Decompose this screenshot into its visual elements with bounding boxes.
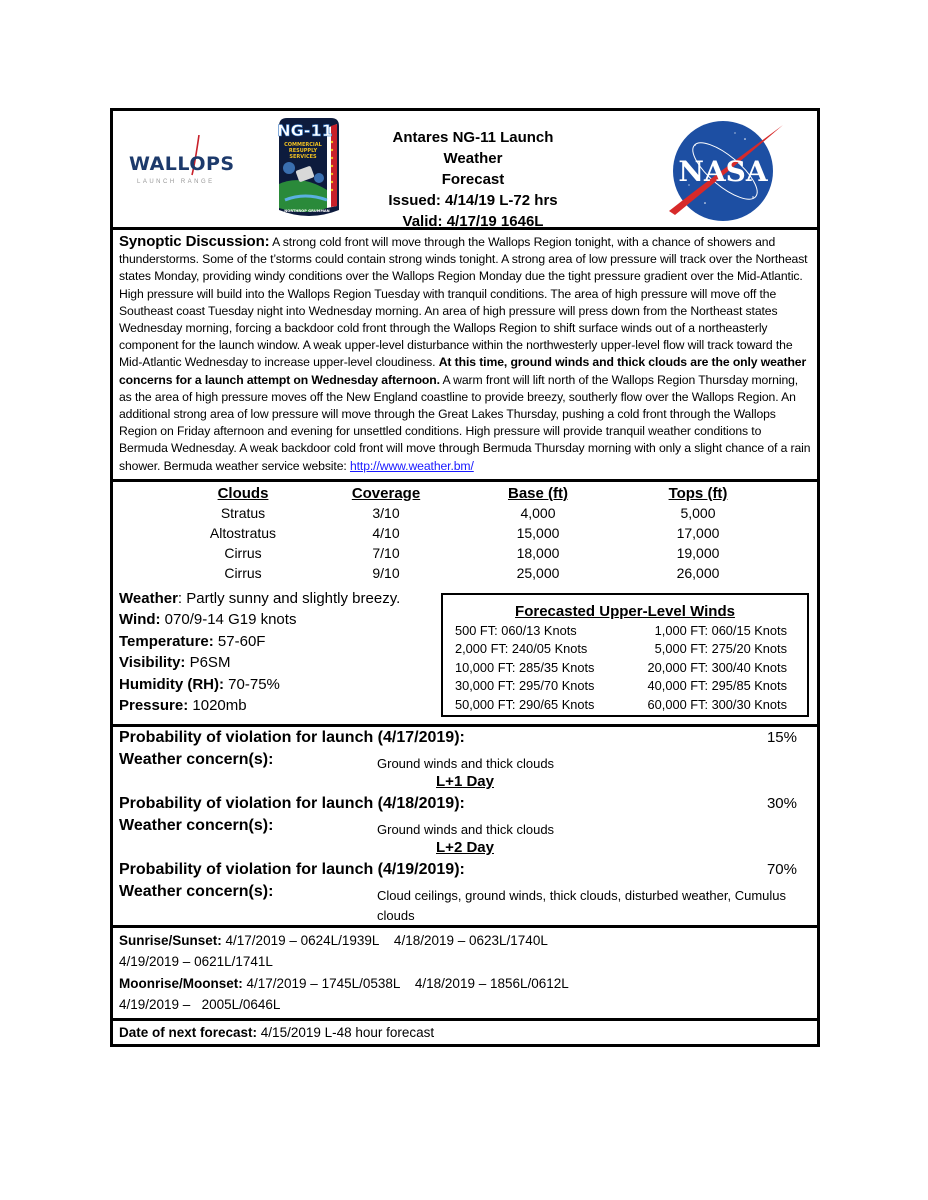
synoptic-discussion [113,230,817,482]
moonrise-moonset-line-2: 4/19/2019 – 2005L/0646L [119,997,281,1013]
table-row [113,505,817,525]
visibility-value: P6SM [185,654,231,672]
wind-level-right: 5,000 FT: 275/20 Knots [654,641,787,657]
issued-date: Issued: 4/14/19 L-72 hrs [388,192,558,209]
list-item [443,623,807,642]
probability-value: 30% [766,794,797,812]
table-row [113,565,817,585]
mission-patch-icon [271,114,347,222]
probability-value: 15% [766,728,797,746]
temperature-row [119,631,400,653]
cloud-type: Altostratus [209,524,277,541]
list-item [443,660,807,679]
cloud-coverage: 4/10 [372,524,400,541]
visibility-label: Visibility: [119,654,186,672]
concern-label: Weather concern(s): [119,816,274,834]
probability-row-day1 [119,795,811,817]
wind-level-left: 30,000 FT: 295/70 Knots [455,678,595,694]
temperature-label: Temperature: [119,632,214,650]
probability-value: 70% [766,860,797,878]
cloud-coverage: 7/10 [372,544,400,561]
wind-level-left: 50,000 FT: 290/65 Knots [455,696,595,712]
violation-probability [113,727,817,928]
upper-level-winds-box [441,593,809,717]
header-tops: Tops (ft) [668,484,728,502]
table-row [113,525,817,545]
forecast-title [363,127,583,232]
weather-label: Weather [119,589,178,607]
sunrise-sunset-label: Sunrise/Sunset: [119,932,222,948]
concern-row-day0 [119,751,811,773]
cloud-tops: 17,000 [676,524,720,541]
concern-row-day1 [119,817,811,839]
synoptic-label: Synoptic Discussion: [119,233,270,250]
wind-value: 070/9-14 G19 knots [160,611,297,629]
day-heading-l1: L+1 Day [436,772,494,790]
svg-text:RESUPPLY: RESUPPLY [288,148,318,154]
temperature-value: 57-60F [213,632,266,650]
clouds-table-header [113,485,817,505]
moonrise-moonset-line-1 [119,973,811,995]
synoptic-key-concern: At this time, ground winds and thick clouds are the only weather concerns for a launch attempt on Wednesday afternoon. [119,355,807,387]
next-forecast-label: Date of next forecast: [119,1024,258,1040]
cloud-type: Cirrus [224,564,262,581]
humidity-label: Humidity (RH): [119,675,224,693]
header-coverage: Coverage [351,484,421,502]
synoptic-text-1: A strong cold front will move through the Wallops Region tonight, with a chance of showers and thunderstorms. Some of the t’storms could contain strong winds tonight. A strong area of low pressure will track over the Northeast states Monday, providing windy conditions over the Wallops Region Monday due the tight pressure gradient over the Mid-Atlantic. High pressure will build into the Wallops Region Tuesday with tranquil conditions. The area of high pressure will move off the Southeast coast Tuesday night into Wednesday morning. An area of high pressure will press down from the Northeast states Wednesday morning, forcing a backdoor cold front through the Wallops Region to shift surface winds out of a northeasterly component for the launch window. A weak upper-level disturbance within the northwesterly upper-level flow will track toward the Mid-Atlantic Wednesday to increase upper-level cloudiness. [119,235,808,370]
weather-value: : Partly sunny and slightly breezy. [177,589,401,607]
forecast-sheet [110,108,820,1047]
header [113,111,817,230]
header-clouds: Clouds [217,484,269,502]
bermuda-weather-link[interactable]: http://www.weather.bm/ [349,458,474,473]
svg-text:SERVICES: SERVICES [289,154,317,160]
svg-text:NG-11: NG-11 [277,121,333,140]
wind-level-right: 20,000 FT: 300/40 Knots [647,659,787,675]
upper-winds-title: Forecasted Upper-Level Winds [515,602,735,620]
list-item [443,697,807,716]
list-item [443,678,807,697]
wind-level-left: 2,000 FT: 240/05 Knots [455,641,588,657]
wallops-subtitle: LAUNCH RANGE [137,179,215,185]
probability-row-day2 [119,861,811,883]
sunrise-sunset-line-2: 4/19/2019 – 0621L/1741L [119,954,273,970]
wind-level-left: 500 FT: 060/13 Knots [455,622,577,638]
ng11-mission-patch [271,114,347,222]
wind-level-left: 10,000 FT: 285/35 Knots [455,659,595,675]
cloud-type: Stratus [220,504,266,521]
header-base: Base (ft) [507,484,568,502]
cloud-tops: 19,000 [676,544,720,561]
probability-label: Probability of violation for launch (4/18/2019): [119,794,465,812]
concern-value: Ground winds and thick clouds [377,755,555,771]
table-row [113,545,817,565]
weather-row [119,588,400,610]
cloud-base: 15,000 [516,524,560,541]
humidity-row [119,674,400,696]
cloud-coverage: 9/10 [372,564,400,581]
cloud-base: 18,000 [516,544,560,561]
day-heading-l2: L+2 Day [436,838,494,856]
next-forecast [113,1021,817,1044]
clouds-table [113,485,817,585]
concern-value: Cloud ceilings, ground winds, thick clouds, disturbed weather, Cumulus clouds [377,887,786,923]
wallops-wordmark: WALLOPS [129,153,235,175]
synoptic-text-2: A warm front will lift north of the Wallops Region Thursday morning, as the area of high pressure moves off the New England coastline to provide breezy, southerly flow over the Wallops Region. An additional strong area of low pressure will move through the Great Lakes Thursday, pushing a cold front through the Wallops Region on Friday afternoon and evening for unsettled conditions. High pressure will provide tranquil weather conditions to Bermuda Wednesday. A weak backdoor cold front will move through Bermuda Thursday morning with only a slight chance of a rain shower. Bermuda weather service website: [119,372,811,473]
wind-level-right: 40,000 FT: 295/85 Knots [647,678,787,694]
concern-value: Ground winds and thick clouds [377,821,555,837]
concern-row-day2 [119,882,811,923]
cloud-tops: 5,000 [680,504,716,521]
valid-date: Valid: 4/17/19 1646L [402,213,544,230]
title-line-1: Antares NG-11 Launch Weather [392,129,554,167]
svg-text:NORTHROP GRUMMAN: NORTHROP GRUMMAN [284,209,330,213]
pressure-label: Pressure: [119,697,189,715]
sun-moon-times [113,928,817,1021]
wind-level-right: 60,000 FT: 300/30 Knots [647,696,787,712]
concern-label: Weather concern(s): [119,750,274,768]
nasa-logo [665,115,785,223]
title-line-2: Forecast [441,171,505,188]
wind-row [119,609,400,631]
pressure-value: 1020mb [188,697,247,715]
humidity-value: 70-75% [224,675,280,693]
list-item [443,641,807,660]
cloud-tops: 26,000 [676,564,720,581]
nasa-meatball-icon [665,115,785,223]
sunrise-sunset-values: 4/17/2019 – 0624L/1939L 4/18/2019 – 0623L/1740L [221,932,548,948]
moonrise-moonset-values: 4/17/2019 – 1745L/0538L 4/18/2019 – 1856L/0612L [242,975,569,991]
surface-conditions [119,588,400,717]
pressure-row [119,695,400,717]
wind-label: Wind: [119,611,161,629]
sunrise-sunset-line-1 [119,930,811,952]
conditions-section [113,482,817,727]
cloud-coverage: 3/10 [372,504,400,521]
concern-label: Weather concern(s): [119,882,274,900]
moonrise-moonset-label: Moonrise/Moonset: [119,975,243,991]
cloud-type: Cirrus [224,544,262,561]
probability-row-day0 [119,729,811,751]
cloud-base: 25,000 [516,564,560,581]
svg-text:NASA: NASA [678,155,768,188]
wind-level-right: 1,000 FT: 060/15 Knots [654,622,787,638]
wallops-logo [129,143,235,193]
cloud-base: 4,000 [520,504,556,521]
probability-label: Probability of violation for launch (4/19/2019): [119,860,465,878]
visibility-row [119,652,400,674]
next-forecast-value: 4/15/2019 L-48 hour forecast [257,1024,435,1040]
probability-label: Probability of violation for launch (4/17/2019): [119,728,465,746]
svg-text:COMMERCIAL: COMMERCIAL [284,142,322,148]
